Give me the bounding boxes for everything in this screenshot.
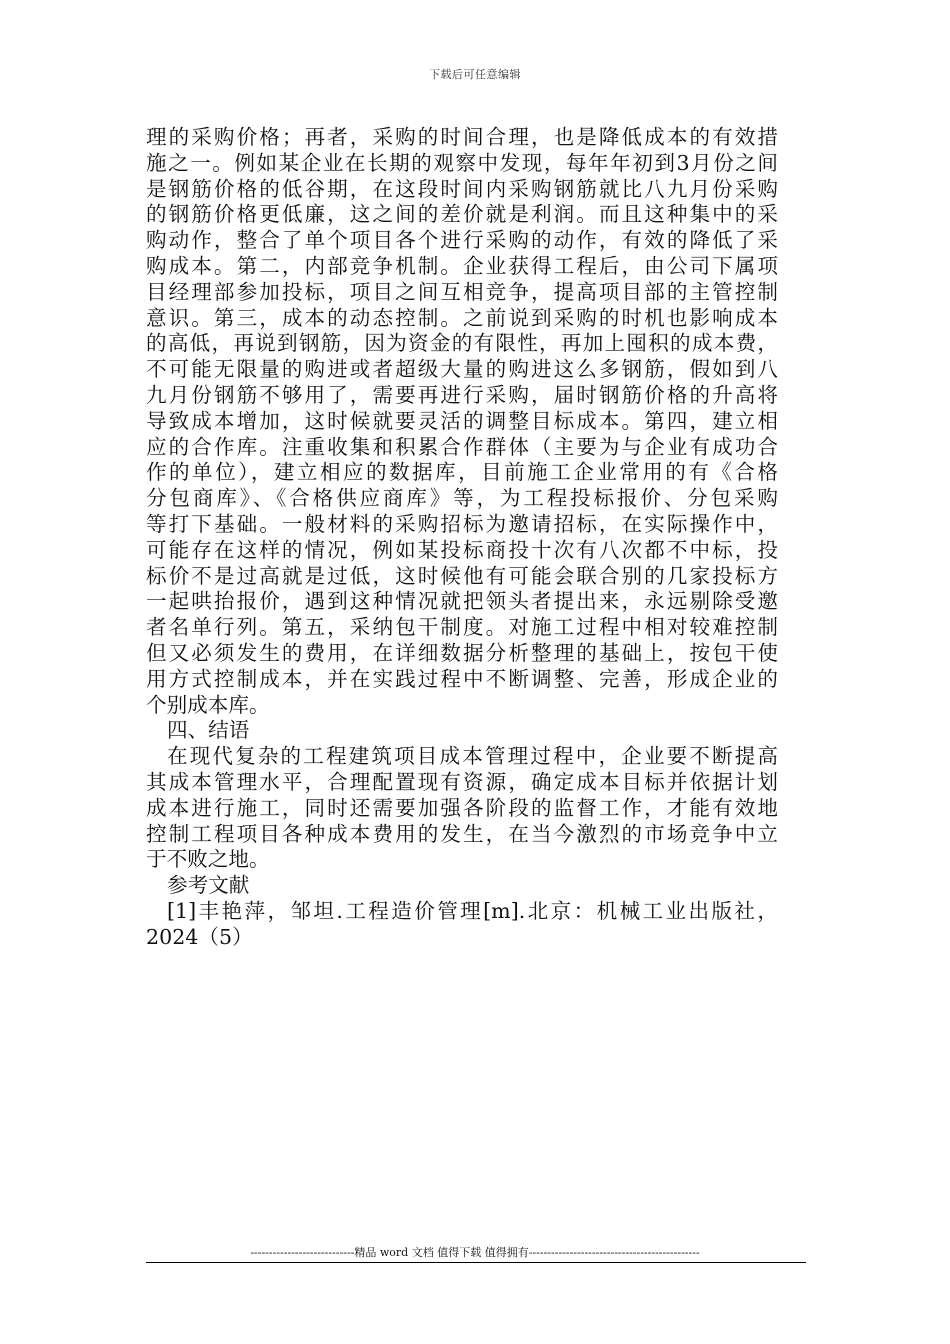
text-line: 理的采购价格；再者，采购的时间合理，也是降低成本的有效措 [146,125,778,149]
text-line: 导致成本增加，这时候就要灵活的调整目标成本。第四，建立相 [146,408,778,433]
document-body [146,125,778,951]
text-line: 施之一。例如某企业在长期的观察中发现，每年年初到3月份之间 [146,150,778,175]
text-line: 四、结语 [167,718,250,743]
text-line: 一起哄抬报价，遇到这种情况就把领头者提出来，永远剔除受邀 [146,589,778,614]
text-line: 标价不是过高就是过低，这时候他有可能会联合别的几家投标方 [146,563,778,588]
footer-rule [146,1262,806,1263]
text-line: 可能存在这样的情况，例如某投标商投十次有八次都不中标，投 [146,537,778,562]
text-line: 的钢筋价格更低廉，这之间的差价就是利润。而且这种集中的采 [146,202,778,227]
text-line: 者名单行列。第五，采纳包干制度。对施工过程中相对较难控制 [146,615,778,640]
text-line: 是钢筋价格的低谷期，在这段时间内采购钢筋就比八九月份采购 [146,176,778,201]
text-line: 的高低，再说到钢筋，因为资金的有限性，再加上囤积的成本费， [146,331,778,356]
text-line: [1]丰艳萍，邹坦.工程造价管理[m].北京：机械工业出版社， [167,898,778,923]
text-line: 成本进行施工，同时还需要加强各阶段的监督工作，才能有效地 [146,795,778,820]
text-line: 于不败之地。 [146,847,270,872]
text-line: 个别成本库。 [146,692,270,717]
text-line: 目经理部参加投标，项目之间互相竞争，提高项目部的主管控制 [146,279,778,304]
text-line: 意识。第三，成本的动态控制。之前说到采购的时机也影响成本 [146,305,778,330]
text-line: 在现代复杂的工程建筑项目成本管理过程中，企业要不断提高 [167,744,778,769]
text-line: 但又必须发生的费用，在详细数据分析整理的基础上，按包干使 [146,640,778,665]
text-line: 作的单位），建立相应的数据库，目前施工企业常用的有《合格 [146,460,778,485]
text-line: 2024（5） [146,924,253,949]
text-line: 参考文献 [167,873,250,898]
text-line: 等打下基础。一般材料的采购招标为邀请招标，在实际操作中， [146,511,778,536]
text-line: 其成本管理水平，合理配置现有资源，确定成本目标并依据计划 [146,769,778,794]
text-line: 分包商库》、《合格供应商库》等，为工程投标报价、分包采购 [146,486,778,511]
page-header: 下载后可任意编辑 [429,68,521,81]
text-line: 用方式控制成本，并在实践过程中不断调整、完善，形成企业的 [146,666,778,691]
page-footer: ----------------------------精品 word 文档 值得下载 值得拥有---------------------------------------------- [250,1246,700,1259]
text-line: 购动作，整合了单个项目各个进行采购的动作，有效的降低了采 [146,228,778,253]
text-line: 购成本。第二，内部竞争机制。企业获得工程后，由公司下属项 [146,253,778,278]
text-line: 应的合作库。注重收集和积累合作群体（主要为与企业有成功合 [146,434,778,459]
text-line: 不可能无限量的购进或者超级大量的购进这么多钢筋，假如到八 [146,357,778,382]
text-line: 九月份钢筋不够用了，需要再进行采购，届时钢筋价格的升高将 [146,382,778,407]
text-line: 控制工程项目各种成本费用的发生，在当今激烈的市场竞争中立 [146,821,778,846]
